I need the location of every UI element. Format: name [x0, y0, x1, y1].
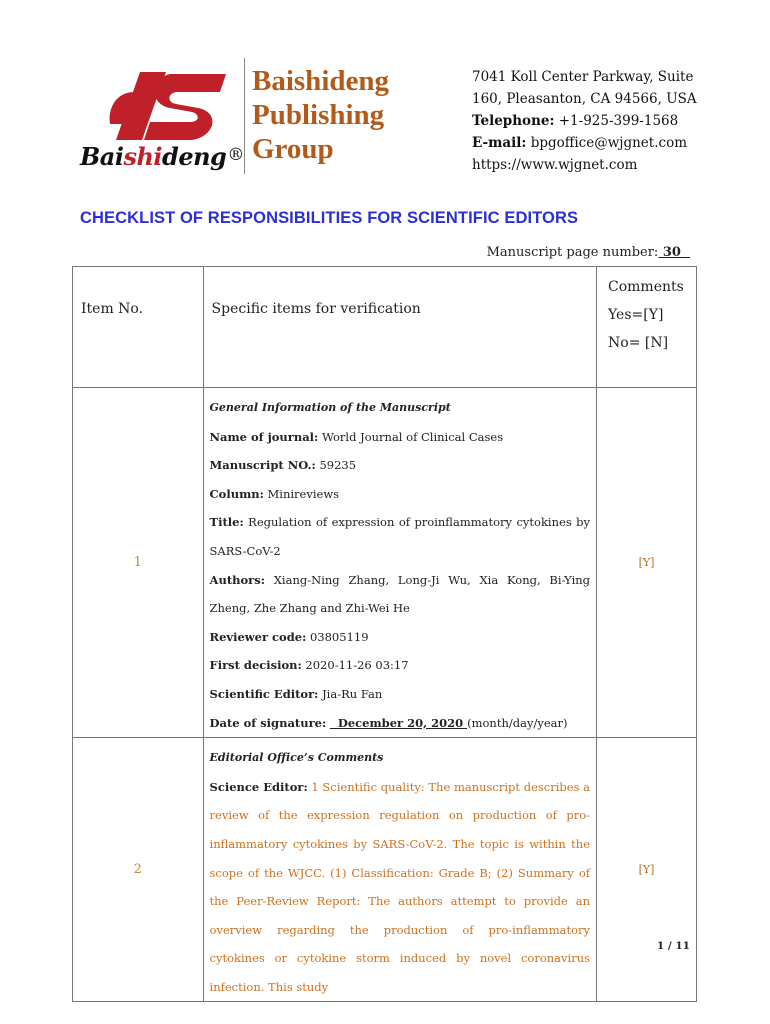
table-row — [73, 738, 697, 1002]
website-link[interactable]: https://www.wjgnet.com — [472, 157, 638, 173]
comment-mark: [Y] — [597, 738, 697, 1002]
header-divider — [244, 58, 245, 174]
comment-mark: [Y] — [597, 388, 697, 738]
section-heading: Editorial Office’s Comments — [209, 751, 384, 765]
manuscript-info-cell: General Information of the Manuscript Name of journal: World Journal of Clinical Cases Manuscript NO.: 59235 Column: Minireviews Title: Regulation of expression of proinflammatory cytokines by SARS-CoV-2 Authors: Xiang-Ning Zhang, Long-Ji Wu, Xia Kong, Bi-Ying Zheng, Zhe Zhang and Zhi-Wei He Reviewer code: 03805119 First decision: 2020-11-26 03:17 Scientific Editor: Jia-Ru Fan Date of signature: December 20, 2020 (month/day/year) — [203, 388, 596, 738]
header-specific-items: Specific items for verification — [203, 267, 596, 388]
section-heading: General Information of the Manuscript — [209, 401, 451, 414]
item-number: 1 — [73, 388, 204, 738]
editorial-comments-cell: Editorial Office’s Comments Science Editor: 1 Scientific quality: The manuscript describes a review of the expression regulation on production of pro-inflammatory cytokines by SARS-CoV-2. The topic is within the scope of the WJCC. (1) Classification: Grade B; (2) Summary of the Peer-Review Report: The authors attempt to provide an overview regarding the production of pro-inflammatory cytokines or cytokine storm induced by novel coronavirus infection. This study — [203, 738, 596, 1002]
email-link[interactable]: bpgoffice@wjgnet.com — [530, 135, 688, 151]
header-comments: Comments Yes=[Y] No= [N] — [597, 267, 697, 388]
item-number: 2 — [73, 738, 204, 1002]
brand-wordmark: Baishideng® — [80, 142, 244, 171]
page-indicator: 1 / 11 — [656, 940, 690, 952]
table-row — [73, 388, 697, 738]
letterhead — [0, 0, 770, 190]
table-header-row — [73, 267, 697, 388]
manuscript-page-number: Manuscript page number: 30 — [486, 245, 681, 260]
publisher-name: Baishideng Publishing Group — [252, 65, 389, 165]
header-item-no: Item No. — [73, 267, 204, 388]
document-title: CHECKLIST OF RESPONSIBILITIES FOR SCIENTIFIC EDITORS — [80, 209, 579, 227]
publisher-address: 7041 Koll Center Parkway, Suite 160, Pleasanton, CA 94566, USA Telephone: +1-925-399-1568 E-mail: bpgoffice@wjgnet.com https://www.wjgnet.com — [472, 66, 697, 176]
checklist-table — [72, 266, 697, 1002]
baishideng-logo-icon — [108, 70, 238, 142]
